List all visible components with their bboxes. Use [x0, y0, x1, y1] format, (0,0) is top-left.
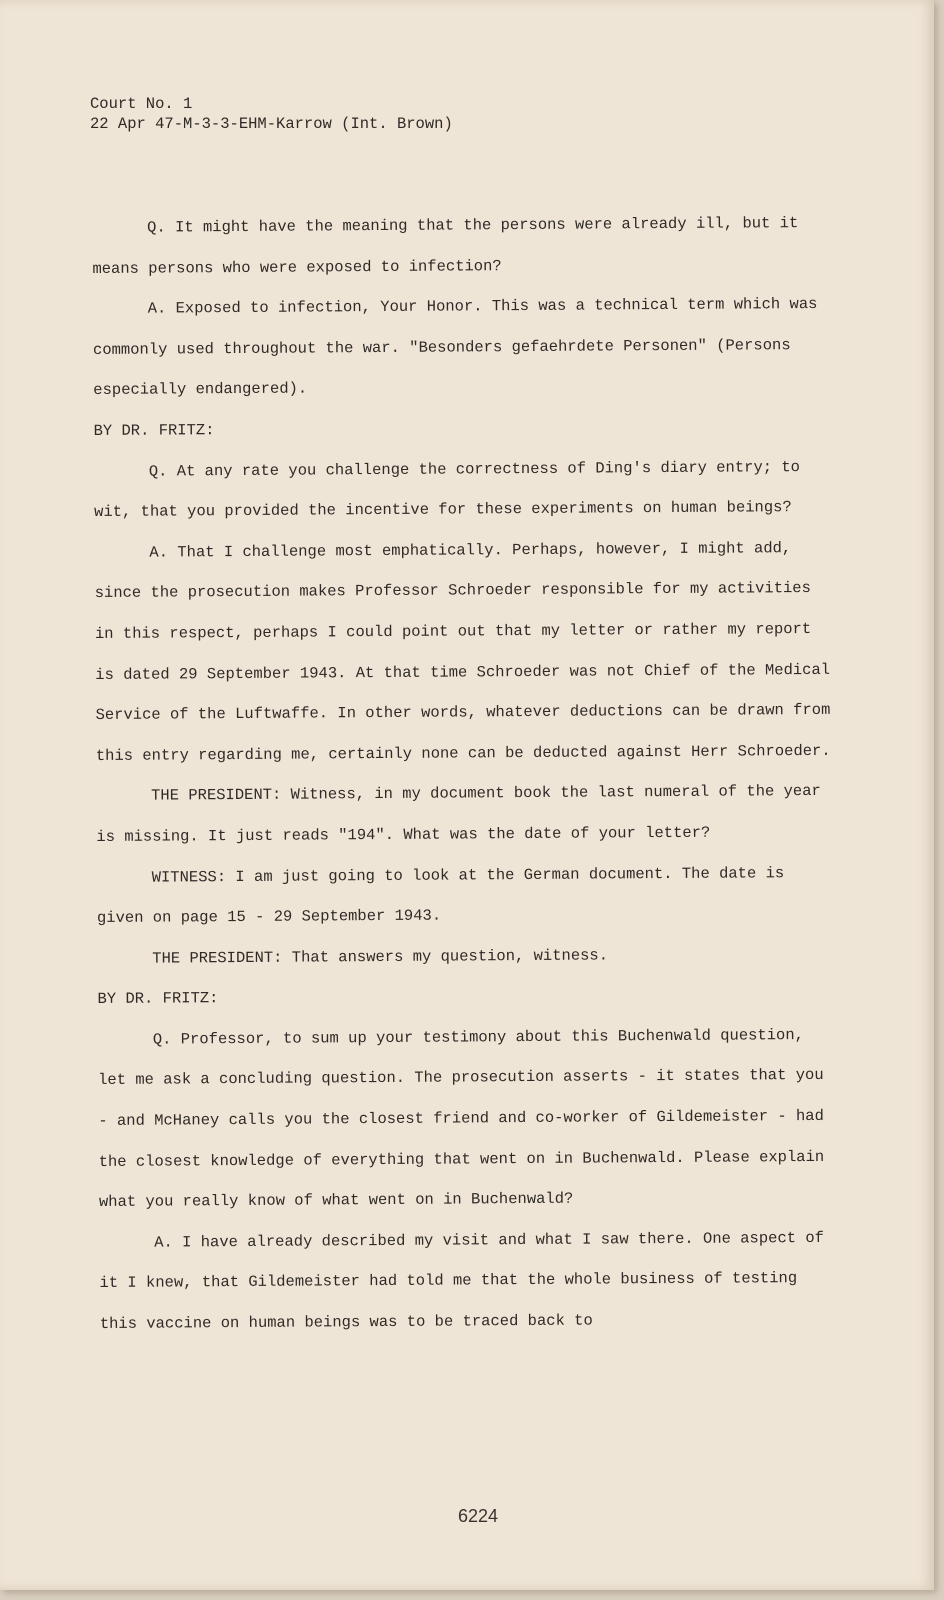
page-number: 6224 — [458, 1506, 499, 1526]
answer-paragraph: A. Exposed to infection, Your Honor. This was a technical term which was commonly used throughout the war. "Besonders gefaehrdete Personen" (Persons especially endangered). — [92, 295, 818, 400]
answer-paragraph: A. That I challenge most emphatically. Perhaps, however, I might add, since the prosecution makes Professor Schroeder responsible for my activities in this respect, perhaps I could point out that my letter or rather my report is dated 29 September 1943. At that time Schroeder was not Chief of the Medical Service of the Luftwaffe. In other words, whatever deductions can be drawn from this entry regarding me, certainly none can be deducted against Herr Schroeder. — [94, 538, 831, 765]
transcript-body — [92, 203, 840, 1345]
session-code: 22 Apr 47-M-3-3-EHM-Karrow (Int. Brown) — [90, 115, 453, 133]
question-paragraph: Q. At any rate you challenge the correctness of Ding's diary entry; to wit, that you provided the incentive for these experiments on human beings? — [94, 457, 800, 522]
court-number: Court No. 1 — [90, 95, 193, 113]
examiner-heading: BY DR. FRITZ: — [97, 989, 219, 1009]
president-paragraph: THE PRESIDENT: Witness, in my document book the last numeral of the year is missing. It just reads "194". What was the date of your letter? — [96, 782, 821, 846]
examiner-heading: BY DR. FRITZ: — [93, 421, 215, 440]
president-paragraph: THE PRESIDENT: That answers my question, witness. — [152, 946, 609, 968]
question-paragraph: Q. It might have the meaning that the persons were already ill, but it means persons who were exposed to infection? — [92, 214, 799, 278]
witness-paragraph: WITNESS: I am just going to look at the German document. The date is given on page 15 - 29 September 1943. — [96, 863, 785, 928]
question-paragraph: Q. Professor, to sum up your testimony about this Buchenwald question, let me ask a concluding question. The prosecution asserts - it states that you - and McHaney calls you the closest friend and co-worker of Gildemeister - had the closest knowledge of everything that went on in Buchenwald. Please explain what you really know of what went on in Buchenwald? — [98, 1025, 825, 1212]
answer-paragraph: A. I have already described my visit and what I saw there. One aspect of it I knew, that Gildemeister had told me that the whole business of testing this vaccine on human beings was to be traced back to — [99, 1228, 824, 1334]
header — [90, 94, 453, 134]
